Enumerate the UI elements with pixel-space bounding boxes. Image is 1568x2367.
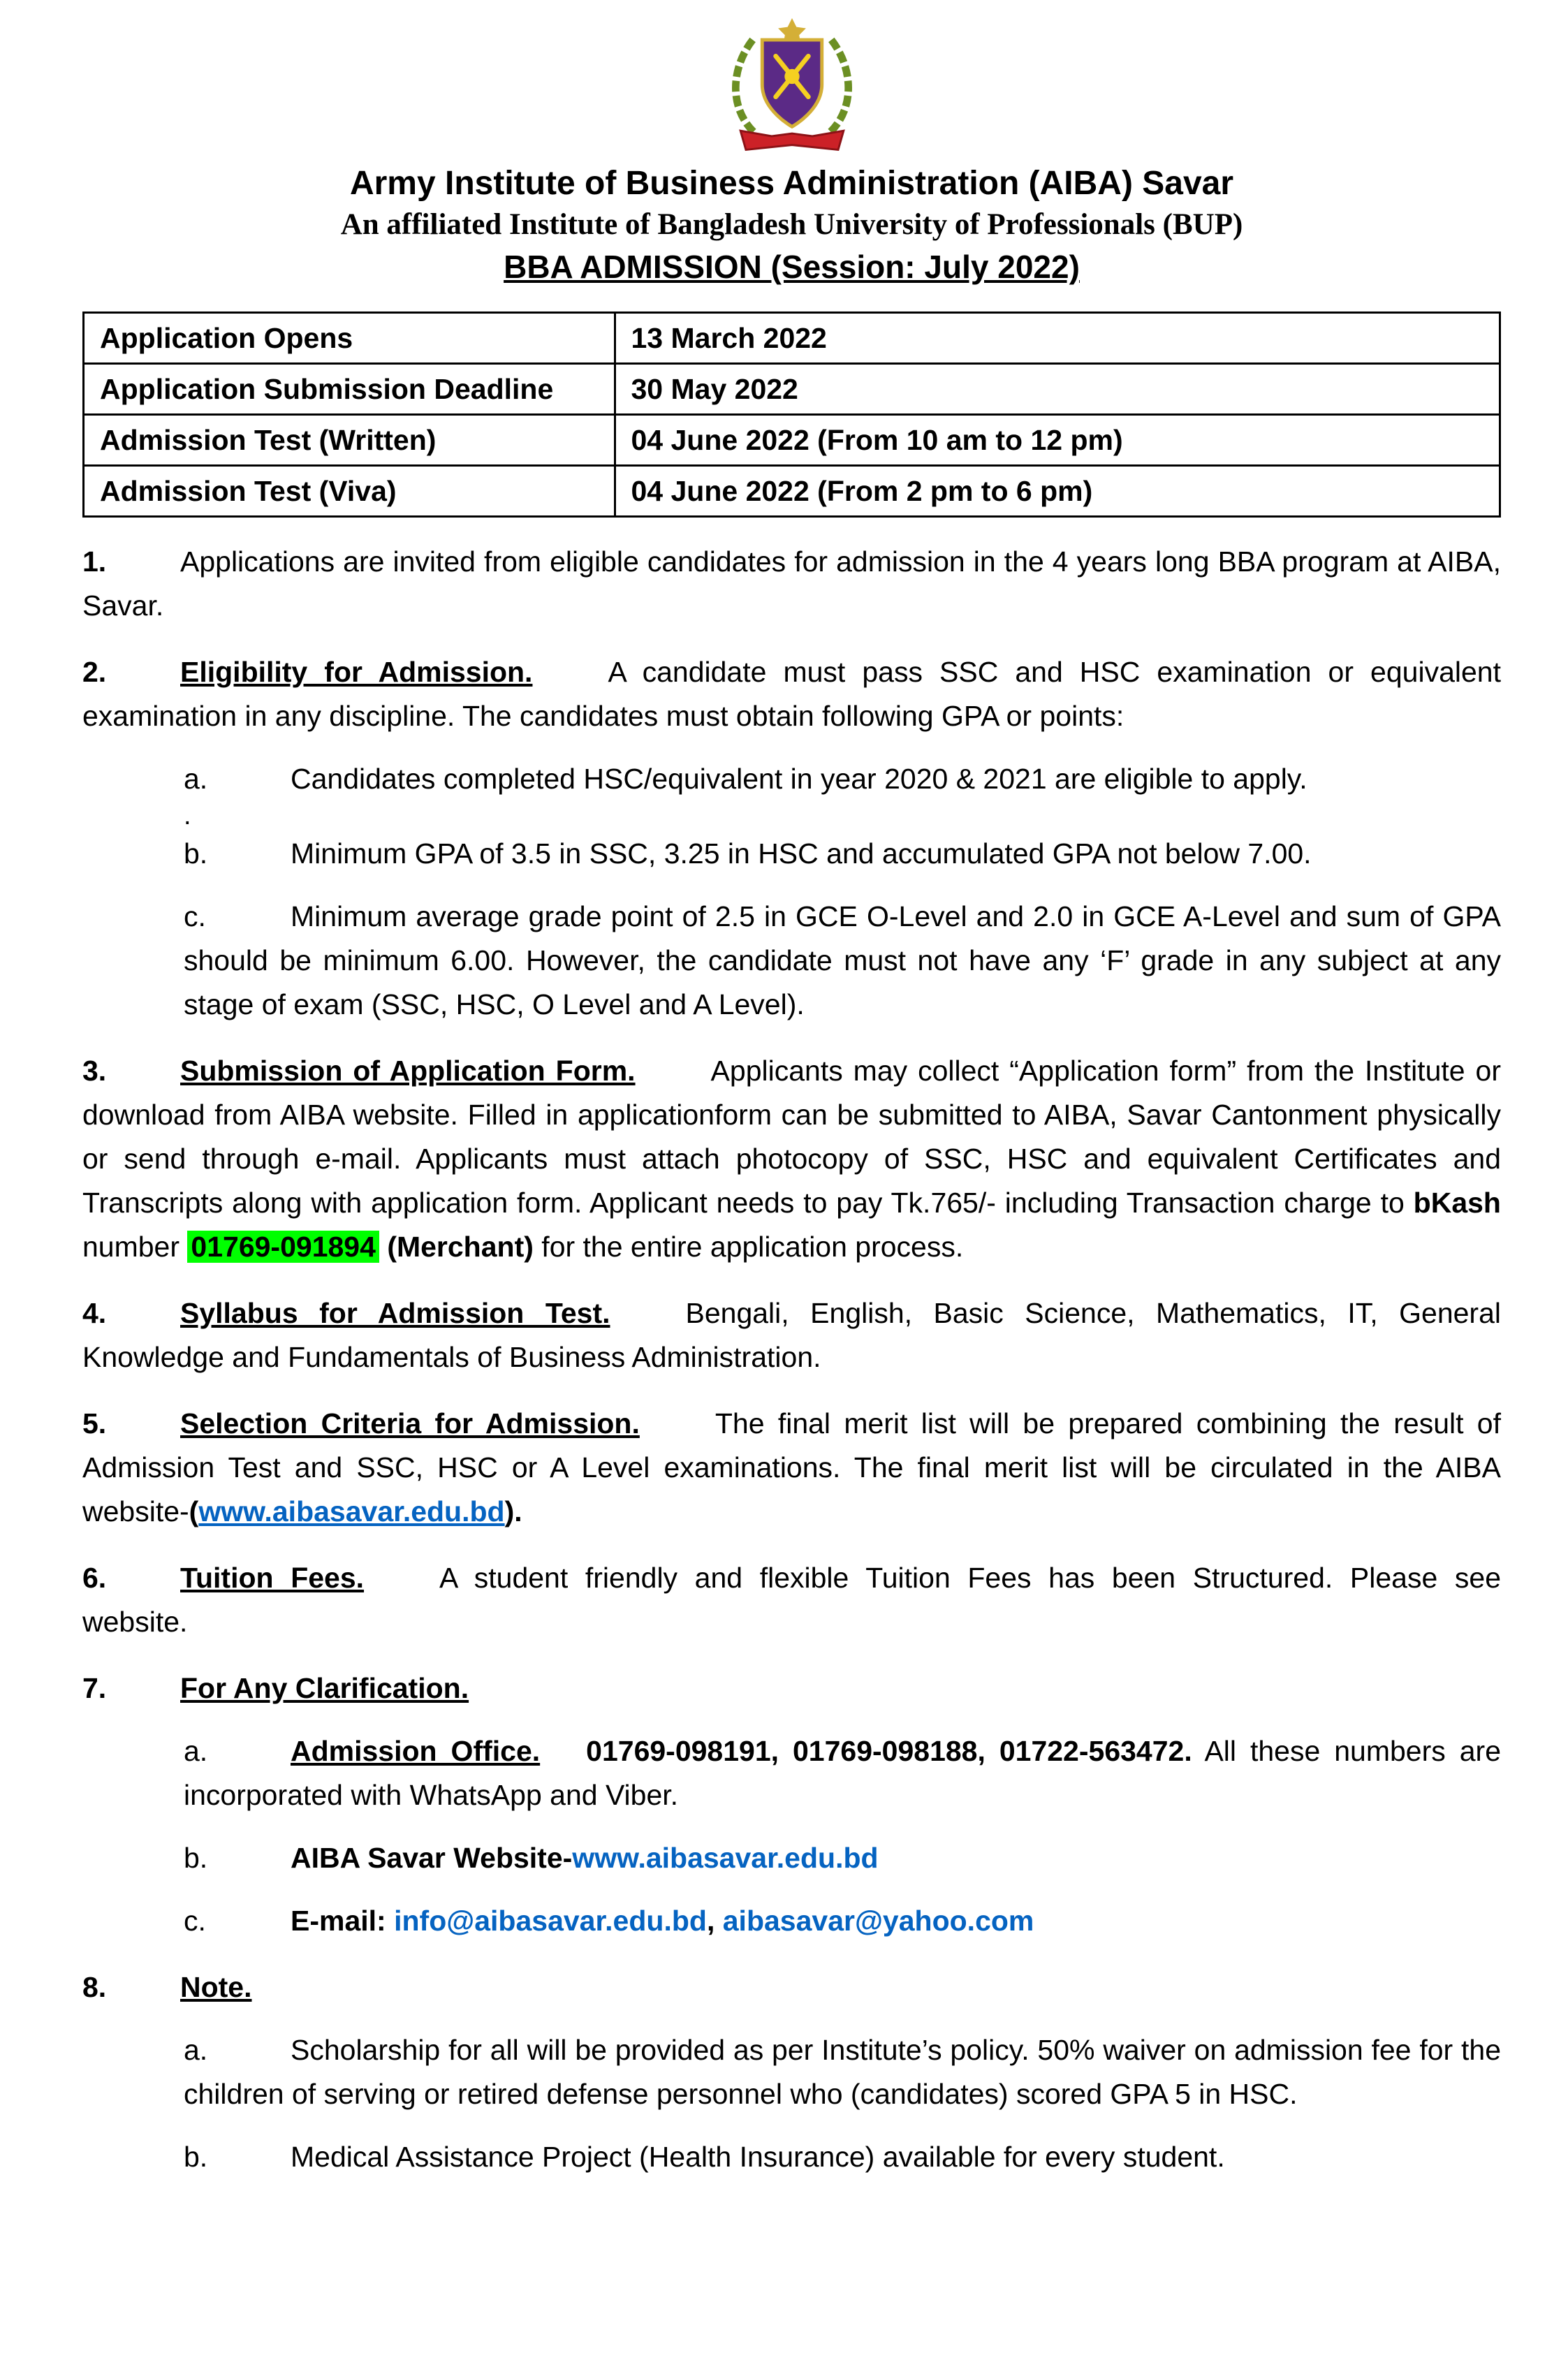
item-text: Minimum GPA of 3.5 in SSC, 3.25 in HSC and accumulated GPA not below 7.00. — [291, 837, 1312, 870]
section-number: 6. — [82, 1562, 107, 1594]
bkash-label: bKash — [1413, 1187, 1501, 1219]
schedule-value: 13 March 2022 — [615, 313, 1500, 364]
section-text: A student friendly and flexible Tuition Fees has been Structured. Please see website. — [82, 1562, 1501, 1638]
crest-icon — [724, 17, 860, 159]
section-heading: Tuition Fees. — [180, 1562, 365, 1594]
section-2-item-c — [184, 895, 1501, 1027]
section-heading: Submission of Application Form. — [180, 1055, 636, 1087]
item-letter: b. — [184, 2141, 208, 2173]
schedule-label: Admission Test (Written) — [84, 415, 615, 466]
aiba-crest-logo — [724, 17, 860, 159]
section-3 — [82, 1049, 1501, 1269]
item-letter: a. — [184, 2034, 208, 2066]
page-title: Army Institute of Business Administration (AIBA) Savar — [349, 165, 1234, 202]
item-letter: a. — [184, 763, 208, 795]
website-link[interactable]: www.aibasavar.edu.bd — [198, 1495, 505, 1527]
schedule-row — [84, 466, 1500, 517]
section-heading: Syllabus for Admission Test. — [180, 1297, 610, 1329]
schedule-value: 04 June 2022 (From 10 am to 12 pm) — [615, 415, 1500, 466]
section-number: 2. — [82, 656, 107, 688]
item-text: Medical Assistance Project (Health Insurance) available for every student. — [291, 2141, 1225, 2173]
section-number: 5. — [82, 1407, 107, 1439]
item-letter: b. — [184, 1842, 208, 1874]
item-letter: a. — [184, 1735, 208, 1767]
item-letter: b. — [184, 837, 208, 870]
section-number: 8. — [82, 1971, 107, 2003]
section-8 — [82, 1965, 1501, 2009]
item-heading: Admission Office. — [291, 1735, 541, 1767]
section-7-item-a — [184, 1729, 1501, 1817]
item-text: Minimum average grade point of 2.5 in GCE O-Level and 2.0 in GCE A-Level and sum of GPA should be minimum 6.00. However, the candidate must not have any ‘F’ grade in any subject at any stage of exam (SSC, HSC, O Level and A Level). — [184, 900, 1501, 1020]
item-text: Scholarship for all will be provided as per Institute’s policy. 50% waiver on admission fee for the children of serving or retired defense personnel who (candidates) scored GPA 5 in HSC. — [184, 2034, 1501, 2110]
item-letter: c. — [184, 1905, 206, 1937]
document-header — [82, 17, 1501, 288]
section-2-item-a — [184, 757, 1501, 801]
section-6 — [82, 1556, 1501, 1644]
section-7-item-b — [184, 1836, 1501, 1880]
bkash-number-highlight: 01769-091894 — [187, 1231, 379, 1263]
stray-period: . — [184, 801, 191, 830]
section-5 — [82, 1402, 1501, 1534]
item-text: All these numbers are incorporated with WhatsApp and Viber. — [184, 1735, 1502, 1811]
section-heading: Eligibility for Admission. — [180, 656, 533, 688]
paren-open: ( — [189, 1495, 199, 1527]
schedule-label: Application Opens — [84, 313, 615, 364]
section-1 — [82, 540, 1501, 628]
section-text: number — [82, 1231, 180, 1263]
item-text: Candidates completed HSC/equivalent in year 2020 & 2021 are eligible to apply. — [291, 763, 1307, 795]
website-label: AIBA Savar Website- — [291, 1842, 573, 1874]
section-text: for the entire application process. — [541, 1231, 964, 1263]
schedule-row — [84, 364, 1500, 415]
section-text: Applications are invited from eligible candidates for admission in the 4 years long BBA program at AIBA, Savar. — [82, 545, 1501, 622]
schedule-value: 04 June 2022 (From 2 pm to 6 pm) — [615, 466, 1500, 517]
schedule-label: Application Submission Deadline — [84, 364, 615, 415]
schedule-label: Admission Test (Viva) — [84, 466, 615, 517]
email-separator: , — [706, 1905, 715, 1937]
item-letter: c. — [184, 900, 206, 932]
session-title — [82, 246, 1501, 288]
section-number: 7. — [82, 1672, 107, 1704]
section-7-item-c — [184, 1899, 1501, 1943]
section-number: 3. — [82, 1055, 107, 1087]
schedule-row — [84, 313, 1500, 364]
section-text: A candidate must pass SSC and HSC examination or equivalent examination in any discipline. The candidates must obtain following GPA or points: — [82, 656, 1501, 732]
session-title-text: BBA ADMISSION (Session: July 2022) — [504, 249, 1080, 285]
website-link[interactable]: www.aibasavar.edu.bd — [572, 1842, 879, 1874]
section-text: Applicants may collect “Application form” from the Institute or download from AIBA website. Filled in applicationform can be submitted to AIBA, Savar Cantonment physically or send through e-mail. Applicants must attach photocopy of SSC, HSC and equivalent Certificates and Transcripts along with application form. Applicant needs to pay Tk.765/- including Transaction charge to — [82, 1055, 1501, 1219]
merchant-label: (Merchant) — [387, 1231, 534, 1263]
phone-numbers: 01769-098191, 01769-098188, 01722-563472. — [586, 1735, 1192, 1767]
section-text: The final merit list will be prepared combining the result of Admission Test and SSC, HSC or A Level examinations. The final merit list will be circulated in the AIBA website- — [82, 1407, 1502, 1527]
section-number: 1. — [82, 545, 107, 578]
section-8-item-b — [184, 2135, 1501, 2179]
schedule-value: 30 May 2022 — [615, 364, 1500, 415]
email-link-secondary[interactable]: aibasavar@yahoo.com — [722, 1905, 1034, 1937]
section-number: 4. — [82, 1297, 107, 1329]
section-heading: Note. — [180, 1971, 252, 2003]
section-text: Bengali, English, Basic Science, Mathematics, IT, General Knowledge and Fundamentals of Business Administration. — [82, 1297, 1501, 1373]
section-heading: Selection Criteria for Admission. — [180, 1407, 640, 1439]
affiliation-subtitle: An affiliated Institute of Bangladesh University of Professionals (BUP) — [340, 208, 1243, 241]
section-4 — [82, 1291, 1501, 1379]
paren-close: ). — [504, 1495, 522, 1527]
section-2-item-b — [184, 832, 1501, 876]
section-8-item-a — [184, 2028, 1501, 2116]
section-2 — [82, 650, 1501, 738]
schedule-row — [84, 415, 1500, 466]
email-label: E-mail: — [291, 1905, 386, 1937]
email-link-primary[interactable]: info@aibasavar.edu.bd — [394, 1905, 707, 1937]
section-heading: For Any Clarification. — [180, 1672, 469, 1704]
schedule-table — [82, 312, 1501, 518]
section-7 — [82, 1666, 1501, 1710]
